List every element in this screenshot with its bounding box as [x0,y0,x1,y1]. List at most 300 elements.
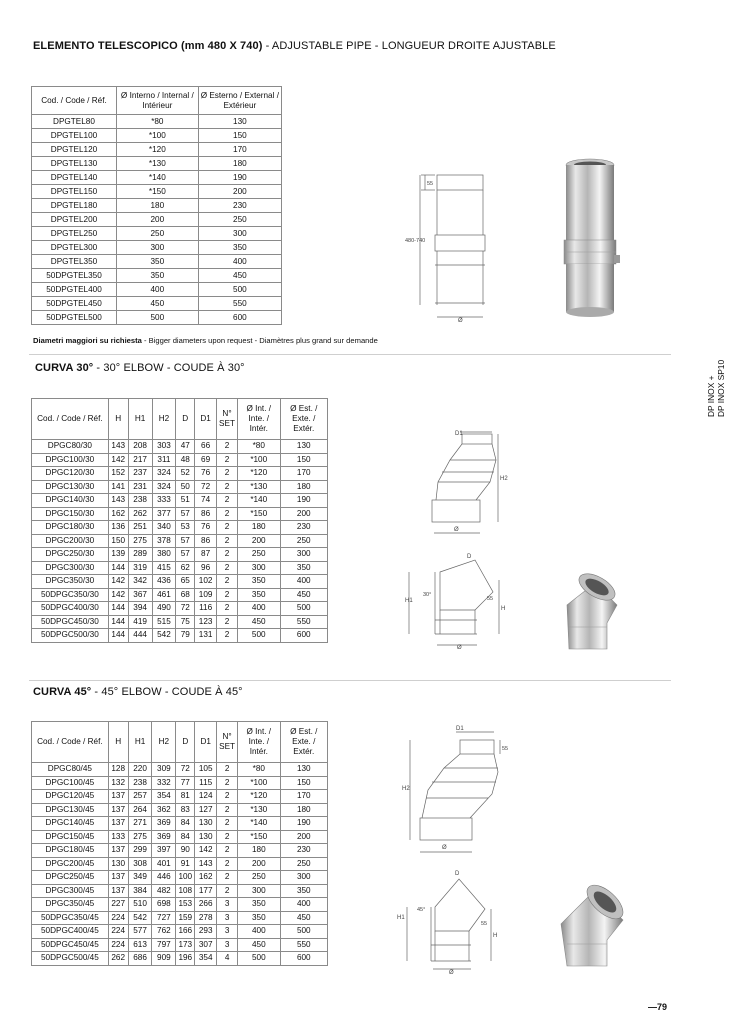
table-cell: 137 [108,871,128,885]
table-cell: DPGC120/45 [32,790,109,804]
table-cell: *80 [116,115,198,129]
table-cell: 251 [128,521,152,535]
table-cell: 350 [198,241,281,255]
table-cell: 311 [152,453,176,467]
table-cell: 686 [128,952,152,966]
table-row [32,776,328,790]
table-cell: 137 [108,844,128,858]
column-header: H2 [152,399,176,440]
table-cell: DPGTEL180 [32,199,117,213]
table-cell: 300 [116,241,198,255]
table-row [32,588,328,602]
table-cell: 137 [108,884,128,898]
table-cell: 342 [128,575,152,589]
table-cell: *120 [116,143,198,157]
table-cell: 142 [195,844,217,858]
table-cell: 224 [108,938,128,952]
table-cell: 275 [128,830,152,844]
elbow-30-drawing-side [405,550,510,650]
table-cell: *130 [237,480,280,494]
column-header: D1 [195,722,217,763]
table-cell: *80 [238,763,280,777]
table-row [32,283,282,297]
section-divider [29,680,671,681]
table-cell: 220 [128,763,152,777]
table-cell: 378 [152,534,176,548]
table-cell: 180 [198,157,281,171]
table-cell: 170 [280,467,327,481]
elbow-30-drawing-front [420,420,515,540]
table-cell: 47 [176,440,195,454]
table-cell: DPGC150/45 [32,830,109,844]
table-cell: 57 [176,507,195,521]
table-cell: 2 [217,776,238,790]
table-cell: 137 [108,817,128,831]
table-cell: 250 [280,857,327,871]
table-cell: 2 [217,803,238,817]
table-cell: 2 [217,440,238,454]
diameter-label: Ø [449,970,454,975]
table-row [32,938,328,952]
table-cell: 90 [176,844,195,858]
table-cell: 48 [176,453,195,467]
table-row [32,227,282,241]
table-cell: 77 [176,776,195,790]
section-title-elbow-30: CURVA 30° - 30° ELBOW - COUDE À 30° [35,362,245,374]
column-header: N° SET [217,722,238,763]
table-cell: 2 [217,884,238,898]
telescopic-technical-drawing [405,165,495,325]
table-cell: 367 [128,588,152,602]
dim-diameter-label: Ø [458,318,463,324]
table-cell: 450 [116,297,198,311]
table-cell: 300 [280,548,327,562]
dim55-label: 55 [487,596,494,602]
table-cell: 50DPGTEL350 [32,269,117,283]
table-row [32,521,328,535]
table-cell: 127 [195,803,217,817]
column-header: Ø Est. / Exte. / Extér. [280,399,327,440]
table-row [32,157,282,171]
table-row [32,534,328,548]
table-cell: 132 [108,776,128,790]
column-header: H [108,399,128,440]
table-cell: *150 [238,830,280,844]
table-cell: 349 [128,871,152,885]
table-cell: 515 [152,615,176,629]
table-row [32,213,282,227]
table-cell: 224 [108,925,128,939]
table-cell: 53 [176,521,195,535]
table-cell: 698 [152,898,176,912]
table-cell: 2 [217,817,238,831]
table-cell: 450 [238,938,280,952]
table-row [32,803,328,817]
table-row [32,199,282,213]
table-cell: 300 [280,871,327,885]
column-header: Ø Interno / Internal / Intérieur [116,87,198,115]
table-cell: 139 [108,548,128,562]
table-cell: 79 [176,629,195,643]
table-cell: 108 [176,884,195,898]
column-header: Ø Int. / Inte. / Intér. [237,399,280,440]
table-cell: DPGC200/45 [32,857,109,871]
d-label: D [455,871,460,877]
table-row [32,480,328,494]
table-row [32,255,282,269]
d1-label: D1 [455,431,463,437]
table-cell: *100 [237,453,280,467]
angle-label: 45° [417,907,426,913]
table-cell: 238 [128,494,152,508]
table-cell: 87 [195,548,217,562]
table-cell: DPGC130/45 [32,803,109,817]
table-cell: 102 [195,575,217,589]
table-cell: 128 [108,763,128,777]
side-tab-line-2: DP INOX SP10 [715,359,726,417]
table-cell: 2 [217,453,238,467]
table-cell: 400 [280,898,327,912]
table-cell: 319 [128,561,152,575]
table-cell: 133 [108,830,128,844]
table-cell: 100 [176,871,195,885]
table-cell: 50DPGC350/30 [32,588,109,602]
table-cell: *140 [116,171,198,185]
table-cell: 369 [152,830,176,844]
table-row [32,857,328,871]
elbow-30-spec-table [31,398,328,643]
table-cell: 124 [195,790,217,804]
table-cell: *130 [116,157,198,171]
table-cell: 109 [195,588,217,602]
column-header: Cod. / Code / Réf. [32,722,109,763]
table-cell: 2 [217,830,238,844]
table-cell: 130 [195,830,217,844]
table-cell: 250 [198,213,281,227]
table-cell: 72 [176,763,195,777]
table-cell: 797 [152,938,176,952]
table-cell: 271 [128,817,152,831]
table-cell: 50DPGC450/45 [32,938,109,952]
table-cell: 196 [176,952,195,966]
table-row [32,548,328,562]
dim55-label: 55 [502,746,509,752]
table-cell: 542 [152,629,176,643]
table-row [32,763,328,777]
dim55-label: 55 [481,921,488,927]
table-cell: 550 [280,938,327,952]
table-cell: 166 [176,925,195,939]
table-cell: 180 [280,803,327,817]
table-cell: 52 [176,467,195,481]
table-cell: 217 [128,453,152,467]
column-header: Cod. / Code / Réf. [32,87,117,115]
table-row [32,615,328,629]
table-cell: 2 [217,480,238,494]
table-cell: *120 [237,467,280,481]
table-cell: 550 [280,615,327,629]
table-cell: *120 [238,790,280,804]
table-row [32,911,328,925]
table-cell: 50DPGTEL450 [32,297,117,311]
table-cell: 137 [108,790,128,804]
table-cell: *130 [238,803,280,817]
table-cell: 299 [128,844,152,858]
h2-label: H2 [500,476,508,482]
table-row [32,440,328,454]
table-row [32,241,282,255]
elbow-45-image [553,880,633,970]
table-cell: 83 [176,803,195,817]
table-cell: 57 [176,548,195,562]
column-header: N° SET [217,399,238,440]
table-cell: 62 [176,561,195,575]
table-cell: 180 [237,521,280,535]
elbow-30-image [555,565,625,655]
table-cell: 482 [152,884,176,898]
table-cell: 307 [195,938,217,952]
table-cell: 289 [128,548,152,562]
table-cell: 50 [176,480,195,494]
table-cell: 275 [128,534,152,548]
telescopic-spec-table [31,86,282,325]
table-cell: DPGC300/30 [32,561,109,575]
table-cell: 3 [217,911,238,925]
table-cell: 200 [238,857,280,871]
table-cell: 250 [237,548,280,562]
table-row [32,269,282,283]
table-row [32,467,328,481]
table-row [32,884,328,898]
table-cell: DPGTEL130 [32,157,117,171]
table-cell: 377 [152,507,176,521]
table-cell: 200 [280,507,327,521]
diameter-label: Ø [457,645,462,650]
table-cell: 2 [217,507,238,521]
table-cell: 2 [217,629,238,643]
table-cell: 142 [108,575,128,589]
table-cell: 436 [152,575,176,589]
table-cell: 324 [152,467,176,481]
table-cell: 400 [237,602,280,616]
table-cell: DPGTEL120 [32,143,117,157]
table-cell: 446 [152,871,176,885]
table-cell: 308 [128,857,152,871]
table-cell: 380 [152,548,176,562]
table-cell: 266 [195,898,217,912]
table-cell: 105 [195,763,217,777]
table-cell: 500 [238,952,280,966]
table-cell: 50DPGC400/30 [32,602,109,616]
table-row [32,507,328,521]
table-cell: 303 [152,440,176,454]
table-cell: 2 [217,790,238,804]
table-cell: *100 [116,129,198,143]
table-cell: 369 [152,817,176,831]
table-cell: 143 [108,494,128,508]
table-cell: 144 [108,602,128,616]
table-cell: 500 [280,602,327,616]
table-cell: DPGC100/30 [32,453,109,467]
table-cell: 50DPGC500/45 [32,952,109,966]
elbow-45-drawing-side [395,865,510,975]
table-cell: 84 [176,830,195,844]
table-cell: 86 [195,507,217,521]
dim-top-label: 55 [427,181,434,187]
table-cell: 50DPGTEL500 [32,311,117,325]
table-cell: 162 [195,871,217,885]
table-cell: 96 [195,561,217,575]
table-cell: 173 [176,938,195,952]
table-cell: DPGC300/45 [32,884,109,898]
table-cell: 3 [217,925,238,939]
diameter-label: Ø [454,527,459,533]
column-header: Ø Esterno / External / Extérieur [198,87,281,115]
table-cell: 613 [128,938,152,952]
table-cell: 2 [217,548,238,562]
table-cell: 262 [128,507,152,521]
table-row [32,171,282,185]
d1-label: D1 [456,726,464,732]
table-cell: 400 [238,925,280,939]
table-cell: DPGC200/30 [32,534,109,548]
table-row [32,952,328,966]
table-cell: 74 [195,494,217,508]
table-cell: 115 [195,776,217,790]
table-cell: 230 [280,844,327,858]
section-divider [29,354,671,355]
table-cell: 354 [152,790,176,804]
table-cell: DPGTEL100 [32,129,117,143]
table-cell: 136 [108,521,128,535]
table-cell: DPGC350/30 [32,575,109,589]
side-tab [707,360,726,417]
table-cell: 340 [152,521,176,535]
table-cell: 909 [152,952,176,966]
table-row [32,185,282,199]
table-cell: DPGC180/30 [32,521,109,535]
table-cell: 394 [128,602,152,616]
table-cell: 350 [238,911,280,925]
table-cell: 400 [280,575,327,589]
table-cell: 762 [152,925,176,939]
table-cell: 3 [217,898,238,912]
table-cell: 170 [198,143,281,157]
table-row [32,115,282,129]
table-cell: 400 [116,283,198,297]
h1-label: H1 [397,915,405,921]
table-cell: 130 [195,817,217,831]
h2-label: H2 [402,786,410,792]
table-cell: DPGC130/30 [32,480,109,494]
table-row [32,575,328,589]
table-cell: 50DPGC400/45 [32,925,109,939]
table-cell: DPGTEL350 [32,255,117,269]
table-cell: 401 [152,857,176,871]
table-cell: 86 [195,534,217,548]
table-cell: 143 [195,857,217,871]
table-cell: DPGTEL150 [32,185,117,199]
table-cell: 293 [195,925,217,939]
table-cell: 500 [198,283,281,297]
section-title-elbow-45: CURVA 45° - 45° ELBOW - COUDE À 45° [33,686,243,698]
table-cell: 131 [195,629,217,643]
table-cell: 150 [108,534,128,548]
table-cell: 419 [128,615,152,629]
table-cell: DPGC250/30 [32,548,109,562]
table-cell: 450 [237,615,280,629]
table-cell: 177 [195,884,217,898]
table-cell: 180 [280,480,327,494]
table-cell: *100 [238,776,280,790]
table-cell: 142 [108,453,128,467]
table-cell: 350 [280,884,327,898]
page-number: —79 [648,1002,668,1012]
table-cell: DPGC250/45 [32,871,109,885]
table-cell: *150 [116,185,198,199]
table-cell: 238 [128,776,152,790]
h-label: H [493,933,498,939]
table-cell: 500 [116,311,198,325]
d-label: D [467,554,472,560]
table-cell: 65 [176,575,195,589]
table-cell: 350 [116,269,198,283]
table-cell: 137 [108,803,128,817]
table-cell: 130 [280,763,327,777]
table-cell: 50DPGC450/30 [32,615,109,629]
table-cell: 350 [280,561,327,575]
table-cell: DPGC140/30 [32,494,109,508]
table-cell: 130 [280,440,327,454]
table-cell: 500 [280,925,327,939]
table-cell: 76 [195,521,217,535]
table-cell: 550 [198,297,281,311]
table-cell: 250 [280,534,327,548]
table-cell: 2 [217,467,238,481]
table-row [32,830,328,844]
table-cell: 309 [152,763,176,777]
table-cell: 542 [128,911,152,925]
table-cell: 450 [198,269,281,283]
table-cell: 450 [280,588,327,602]
table-cell: 350 [237,575,280,589]
table-cell: 227 [108,898,128,912]
column-header: H1 [128,722,152,763]
table-cell: 159 [176,911,195,925]
table-cell: 75 [176,615,195,629]
column-header: H1 [128,399,152,440]
table-cell: 200 [198,185,281,199]
table-cell: 332 [152,776,176,790]
table-cell: 350 [237,588,280,602]
table-cell: 300 [238,884,280,898]
table-cell: 300 [237,561,280,575]
table-row [32,871,328,885]
table-cell: 250 [116,227,198,241]
table-cell: 4 [217,952,238,966]
table-cell: 2 [217,763,238,777]
elbow-45-spec-table [31,721,328,966]
table-cell: DPGC100/45 [32,776,109,790]
telescopic-pipe-image [555,155,625,325]
angle-label: 30° [423,592,432,598]
table-cell: DPGC80/45 [32,763,109,777]
h-label: H [501,606,506,612]
table-cell: 142 [108,588,128,602]
table-cell: 190 [280,494,327,508]
h1-label: H1 [405,598,413,604]
table-cell: 200 [280,830,327,844]
